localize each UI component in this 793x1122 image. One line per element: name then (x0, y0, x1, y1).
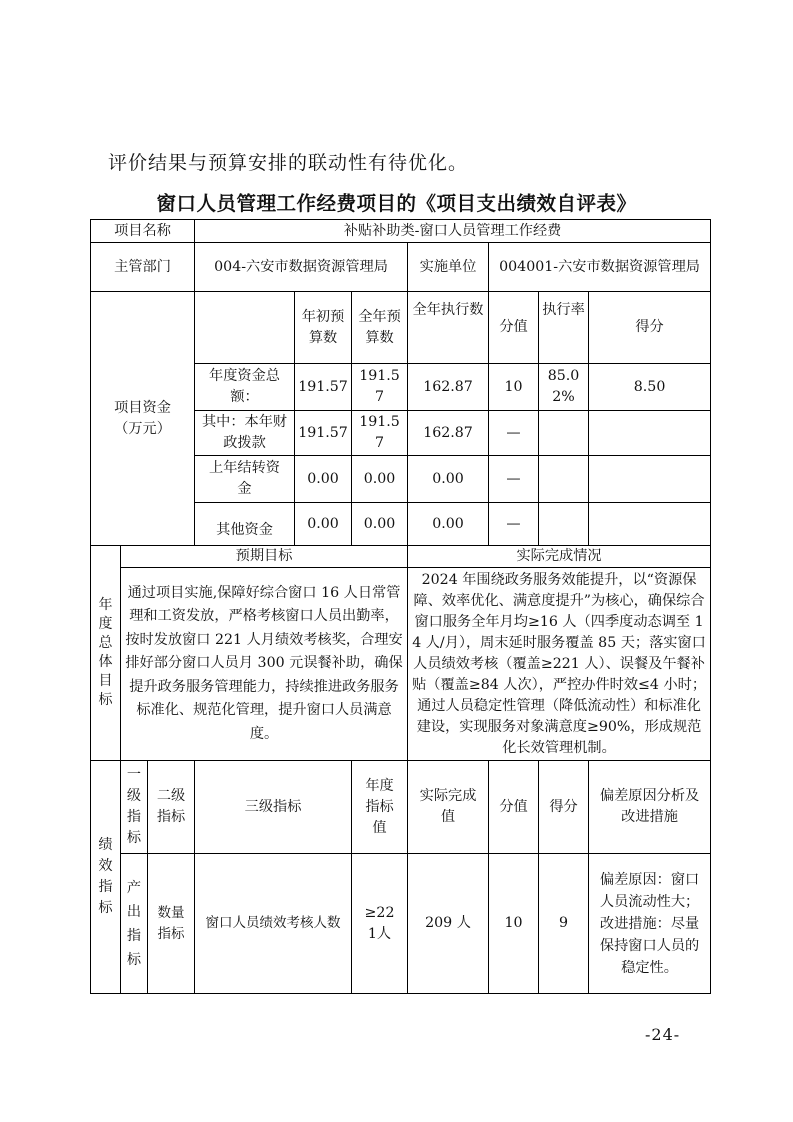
fund-row-label: 其他资金 (195, 503, 295, 546)
header-execution-rate: 执行率 (539, 292, 589, 364)
project-name-value: 补贴补助类-窗口人员管理工作经费 (195, 220, 711, 243)
actual-completion-text: 2024 年围绕政务服务效能提升，以“资源保障、效率优化、满意度提升”为核心，确保综合窗口服务全年月均≥16 人（四季度动态调至 14 人/月），周末延时服务覆盖 85 天；落实窗口人员绩效考核（覆盖≥221 人）、误餐及午餐补贴（覆盖≥84 人次），严控办件时效≤4 小时；通过人员稳定性管理（降低流动性）和标准化建设，实现服务对象满意度≥90%，形成规范化长效管理机制。 (408, 568, 711, 761)
ind-score-value: 10 (489, 854, 539, 994)
fund-row-initial: 191.57 (295, 364, 352, 411)
fund-row-exec: 162.87 (408, 364, 489, 411)
ind-actual: 209 人 (408, 854, 489, 994)
fund-row-rate (539, 456, 589, 503)
header-execution: 全年执行数 (408, 292, 489, 364)
header-score: 得分 (589, 292, 711, 364)
fund-row-full: 0.00 (352, 456, 408, 503)
fund-row-score-value: — (489, 411, 539, 456)
project-name-label: 项目名称 (91, 220, 195, 243)
header-target: 年度指标值 (352, 761, 408, 854)
ind-level3: 窗口人员绩效考核人数 (195, 854, 352, 994)
header-level2: 二级指标 (148, 761, 195, 854)
ind-deviation: 偏差原因：窗口人员流动性大；改进措施：尽量保持窗口人员的稳定性。 (589, 854, 711, 994)
ind-target: ≥221人 (352, 854, 408, 994)
page-number: -24- (645, 1025, 681, 1044)
fund-row-score (589, 456, 711, 503)
fund-row-label: 上年结转资金 (195, 456, 295, 503)
ind-score: 9 (539, 854, 589, 994)
fund-row-rate: 85.02% (539, 364, 589, 411)
table-row (91, 854, 711, 994)
fund-row-full: 0.00 (352, 503, 408, 546)
dept-label: 主管部门 (91, 243, 195, 292)
header-ind-score-value: 分值 (489, 761, 539, 854)
fund-row-label: 其中：本年财政拨款 (195, 411, 295, 456)
header-full-budget: 全年预算数 (352, 292, 408, 364)
fund-row-full: 191.57 (352, 364, 408, 411)
fund-row-initial: 0.00 (295, 503, 352, 546)
fund-row-score (589, 411, 711, 456)
fund-row-initial: 191.57 (295, 411, 352, 456)
fund-row-score (589, 503, 711, 546)
funds-label: 项目资金（万元） (91, 292, 195, 546)
fund-row-score: 8.50 (589, 364, 711, 411)
intro-line: 评价结果与预算安排的联动性有待优化。 (108, 152, 469, 174)
fund-row-rate (539, 503, 589, 546)
header-ind-score: 得分 (539, 761, 589, 854)
header-deviation: 偏差原因分析及改进措施 (589, 761, 711, 854)
fund-row-score-value: — (489, 503, 539, 546)
performance-self-evaluation-table (90, 219, 711, 994)
header-actual: 实际完成值 (408, 761, 489, 854)
ind-level2: 数量指标 (148, 854, 195, 994)
unit-label: 实施单位 (408, 243, 489, 292)
header-score-value: 分值 (489, 292, 539, 364)
expected-goal-text: 通过项目实施,保障好综合窗口 16 人日常管理和工资发放，严格考核窗口人员出勤率，按时发放窗口 221 人月绩效考核奖，合理安排好部分窗口人员月 300 元误餐补助，确保提升政务服务管理能力，持续推进政务服务标准化、规范化管理，提升窗口人员满意度。 (121, 568, 408, 761)
fund-row-exec: 162.87 (408, 411, 489, 456)
fund-row-full: 191.57 (352, 411, 408, 456)
unit-value: 004001-六安市数据资源管理局 (489, 243, 711, 292)
actual-completion-header: 实际完成情况 (408, 546, 711, 568)
funds-header-blank (195, 292, 295, 364)
fund-row-label: 年度资金总额： (195, 364, 295, 411)
header-initial-budget: 年初预算数 (295, 292, 352, 364)
fund-row-exec: 0.00 (408, 503, 489, 546)
fund-row-score-value: — (489, 456, 539, 503)
ind-level1: 产出指标 (121, 854, 148, 994)
header-level1: 一级指标 (121, 761, 148, 854)
indicators-label: 绩效指标 (91, 761, 121, 994)
fund-row-exec: 0.00 (408, 456, 489, 503)
expected-goal-header: 预期目标 (121, 546, 408, 568)
fund-row-initial: 0.00 (295, 456, 352, 503)
fund-row-rate (539, 411, 589, 456)
fund-row-score-value: 10 (489, 364, 539, 411)
dept-value: 004-六安市数据资源管理局 (195, 243, 408, 292)
header-level3: 三级指标 (195, 761, 352, 854)
annual-goal-label: 年度总体目标 (91, 546, 121, 761)
table-title: 窗口人员管理工作经费项目的《项目支出绩效自评表》 (156, 192, 637, 215)
